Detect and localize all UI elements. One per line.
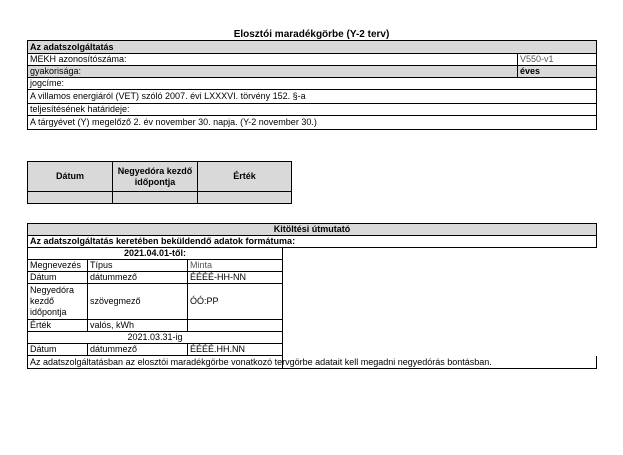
col-header-name: Megnevezés: [28, 260, 88, 272]
row-name: Negyedóra kezdő időpontja: [28, 284, 88, 320]
legal-value: A villamos energiáról (VET) szóló 2007. évi LXXXVI. törvény 152. §-a: [28, 90, 597, 104]
date-cell[interactable]: [28, 192, 113, 204]
page-title: Elosztói maradékgörbe (Y-2 terv): [233, 29, 390, 40]
row-sample: [188, 320, 283, 332]
row-sample: ÉÉÉÉ.HH.NN: [188, 344, 283, 356]
col-header-time: Negyedóra kezdő időpontja: [113, 162, 198, 192]
time-cell[interactable]: [113, 192, 198, 204]
col-header-type: Típus: [88, 260, 188, 272]
col-header-date: Dátum: [28, 162, 113, 192]
row-name: Érték: [28, 320, 88, 332]
mekh-label: MEKH azonosítószáma:: [28, 54, 518, 66]
row-type: szövegmező: [88, 284, 188, 320]
row-name: Dátum: [28, 344, 88, 356]
row-sample: ÓÓ:PP: [188, 284, 283, 320]
guide-header: Kitöltési útmutató: [28, 224, 597, 236]
row-type: dátummező: [88, 344, 188, 356]
legal-label: jogcíme:: [28, 78, 597, 90]
value-cell[interactable]: [198, 192, 292, 204]
row-sample: ÉÉÉÉ-HH-NN: [188, 272, 283, 284]
frequency-label: gyakorisága:: [28, 66, 518, 78]
deadline-label: teljesítésének határideje:: [28, 104, 597, 116]
info-header: Az adatszolgáltatás: [28, 41, 597, 54]
deadline-value: A tárgyévet (Y) megelőző 2. év november 30. napja. (Y-2 november 30.): [28, 116, 597, 130]
period-until-label: 2021.03.31-ig: [28, 332, 283, 344]
mekh-value: V550-v1: [518, 54, 597, 66]
col-header-sample: Minta: [188, 260, 283, 272]
period-from-label: 2021.04.01-től:: [28, 248, 283, 260]
col-header-value: Érték: [198, 162, 292, 192]
data-table: [27, 161, 292, 204]
row-type: dátummező: [88, 272, 188, 284]
guide-footer: Az adatszolgáltatásban az elosztói maradékgörbe vonatkozó tervgörbe adatait kell megadni negyedórás bontásban.: [28, 356, 597, 369]
guide-subheader: Az adatszolgáltatás keretében beküldendő adatok formátuma:: [28, 236, 597, 248]
guide-table: [27, 223, 597, 369]
info-table: [27, 40, 597, 130]
row-name: Dátum: [28, 272, 88, 284]
row-type: valós, kWh: [88, 320, 188, 332]
frequency-value: éves: [518, 66, 597, 78]
